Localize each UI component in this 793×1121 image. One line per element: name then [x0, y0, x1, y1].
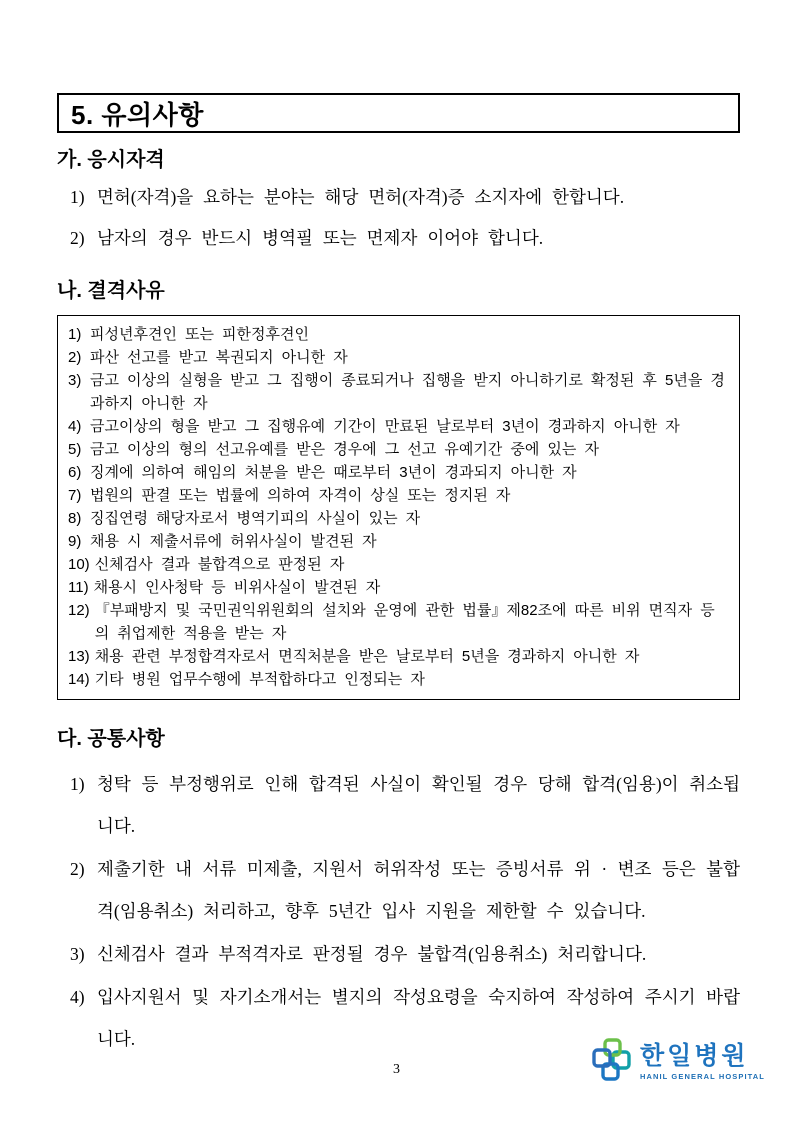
item-number: 6)	[68, 464, 82, 482]
hospital-logo	[592, 1038, 765, 1086]
list-item	[68, 346, 729, 369]
item-number: 8)	[68, 510, 82, 528]
list-item	[68, 507, 729, 530]
item-number: 2)	[70, 859, 85, 880]
list-item	[70, 184, 740, 211]
title-box	[57, 93, 740, 133]
item-number: 12)	[68, 602, 90, 620]
document-content	[57, 0, 740, 1061]
list-item	[68, 645, 729, 668]
item-text: 채용 관련 부정합격자로서 면직처분을 받은 날로부터 5년을 경과하지 아니한 자	[94, 648, 640, 666]
list-item	[68, 553, 729, 576]
list-item	[68, 461, 729, 484]
list-item	[68, 530, 729, 553]
item-text: 면허(자격)을 요하는 분야는 해당 면허(자격)증 소지자에 한합니다.	[97, 187, 625, 207]
item-text: 남자의 경우 반드시 병역필 또는 면제자 이어야 합니다.	[97, 228, 544, 249]
page-number: 3	[393, 1062, 400, 1077]
item-number: 7)	[68, 487, 82, 505]
item-text: 파산 선고를 받고 복권되지 아니한 자	[90, 349, 348, 367]
list-item	[68, 438, 729, 461]
list-item	[68, 576, 729, 599]
list-item	[68, 668, 729, 691]
item-text: 징집연령 해당자로서 병역기피의 사실이 있는 자	[90, 510, 421, 528]
item-text: 금고 이상의 형의 선고유예를 받은 경우에 그 선고 유예기간 중에 있는 자	[90, 441, 599, 459]
item-number: 1)	[68, 326, 82, 344]
hospital-logo-text	[639, 1041, 765, 1081]
section-heading-b: 나. 결격사유	[57, 280, 165, 303]
item-text: 법원의 판결 또는 법률에 의하여 자격이 상실 또는 정지된 자	[90, 487, 511, 505]
page-title: 5. 유의사항	[71, 99, 204, 130]
item-text: 기타 병원 업무수행에 부적합하다고 인정되는 자	[94, 671, 425, 689]
item-text: 금고 이상의 실형을 받고 그 집행이 종료되거나 집행을 받지 아니하기로 확정된 후 5년을 경과하지 아니한 자	[90, 372, 725, 413]
list-item	[70, 225, 740, 252]
item-number: 11)	[68, 579, 89, 597]
item-number: 5)	[68, 441, 82, 459]
item-text: 징계에 의하여 해임의 처분을 받은 때로부터 3년이 경과되지 아니한 자	[90, 464, 577, 482]
list-item	[70, 933, 740, 975]
item-number: 1)	[70, 774, 85, 795]
item-text: 신체검사 결과 불합격으로 판정된 자	[94, 556, 345, 574]
list-item	[70, 763, 740, 847]
disqualification-box	[57, 315, 740, 700]
section-heading-c: 다. 공통사항	[57, 728, 165, 751]
item-number: 2)	[70, 228, 85, 249]
section-heading-a: 가. 응시자격	[57, 149, 165, 171]
item-number: 3)	[68, 372, 82, 390]
section-c-list	[70, 763, 740, 1060]
item-text: 신체검사 결과 부적격자로 판정될 경우 불합격(임용취소) 처리합니다.	[97, 944, 647, 965]
item-number: 9)	[68, 533, 82, 551]
list-item	[68, 369, 729, 415]
list-item	[68, 484, 729, 507]
list-item	[68, 599, 729, 645]
hospital-logo-icon	[592, 1038, 632, 1086]
list-item	[70, 848, 740, 932]
item-number: 4)	[68, 418, 82, 436]
item-text: 금고이상의 형을 받고 그 집행유예 기간이 만료된 날로부터 3년이 경과하지 아니한 자	[90, 418, 680, 436]
item-number: 13)	[68, 648, 90, 666]
item-number: 3)	[70, 944, 85, 965]
hospital-name-korean: 한일병원	[639, 1041, 749, 1070]
item-number: 14)	[68, 671, 90, 689]
item-text: 청탁 등 부정행위로 인해 합격된 사실이 확인될 경우 당해 합격(임용)이 취소됩니다.	[97, 774, 740, 837]
list-item	[68, 415, 729, 438]
item-number: 10)	[68, 556, 90, 574]
item-text: 『부패방지 및 국민권익위원회의 설치와 운영에 관한 법률』제82조에 따른 비위 면직자 등의 취업제한 적용을 받는 자	[94, 602, 715, 643]
item-text: 피성년후견인 또는 피한정후견인	[90, 326, 309, 344]
section-a-list	[70, 184, 740, 252]
item-number: 4)	[70, 987, 85, 1008]
item-text: 채용 시 제출서류에 허위사실이 발견된 자	[90, 533, 377, 551]
item-text: 채용시 인사청탁 등 비위사실이 발견된 자	[93, 579, 381, 597]
item-number: 2)	[68, 349, 82, 367]
hospital-name-english: HANIL GENERAL HOSPITAL	[639, 1071, 765, 1081]
item-number: 1)	[70, 187, 85, 207]
item-text: 입사지원서 및 자기소개서는 별지의 작성요령을 숙지하여 작성하여 주시기 바랍니다.	[97, 987, 740, 1050]
list-item	[68, 323, 729, 346]
item-text: 제출기한 내 서류 미제출, 지원서 허위작성 또는 증빙서류 위 · 변조 등은 불합격(임용취소) 처리하고, 향후 5년간 입사 지원을 제한할 수 있습니다.	[97, 859, 740, 922]
